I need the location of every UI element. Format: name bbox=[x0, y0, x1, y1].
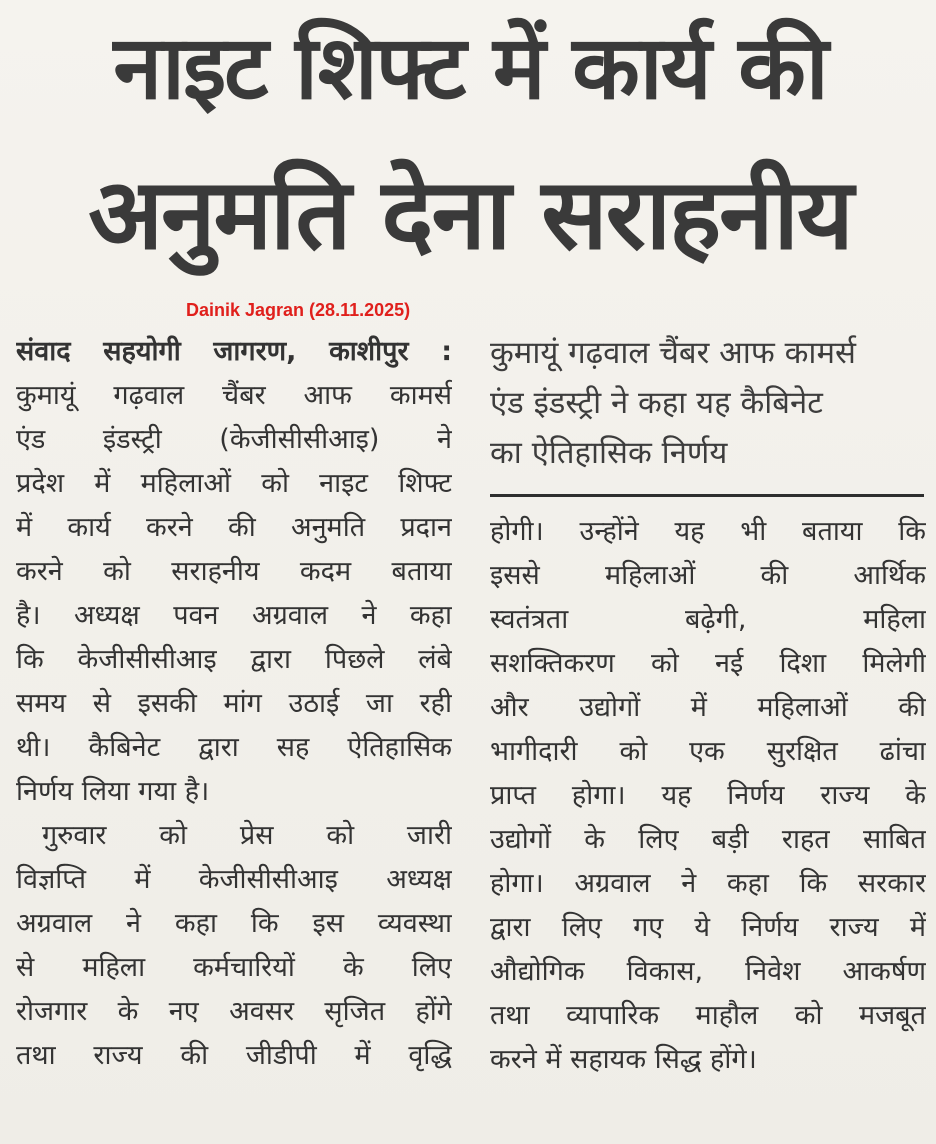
article-left-column bbox=[16, 330, 452, 1078]
body-line: तथा राज्य की जीडीपी में वृद्धि bbox=[16, 1040, 452, 1071]
body-line: विज्ञप्ति में केजीसीसीआइ अध्यक्ष bbox=[16, 864, 452, 895]
divider-rule bbox=[490, 494, 924, 497]
body-line: एंड इंडस्ट्री (केजीसीसीआइ) ने bbox=[16, 424, 452, 455]
body-line: करने में सहायक सिद्ध होंगे। bbox=[490, 1044, 757, 1075]
body-line: कि केजीसीसीआइ द्वारा पिछले लंबे bbox=[16, 644, 452, 675]
body-line: निर्णय लिया गया है। bbox=[16, 776, 210, 807]
body-line: है। अध्यक्ष पवन अग्रवाल ने कहा bbox=[16, 600, 452, 631]
body-line: भागीदारी को एक सुरक्षित ढांचा bbox=[490, 736, 926, 767]
body-line: करने को सराहनीय कदम बताया bbox=[16, 556, 452, 587]
body-line: रोजगार के नए अवसर सृजित होंगे bbox=[16, 996, 452, 1027]
body-line: प्राप्त होगा। यह निर्णय राज्य के bbox=[490, 780, 926, 811]
body-line: और उद्योगों में महिलाओं की bbox=[490, 692, 926, 723]
dateline: संवाद सहयोगी जागरण, काशीपुर : bbox=[16, 336, 452, 367]
source-label: Dainik Jagran (28.11.2025) bbox=[186, 300, 411, 320]
body-line: सशक्तिकरण को नई दिशा मिलेगी bbox=[490, 648, 926, 679]
body-line: स्वतंत्रता बढ़ेगी, महिला bbox=[490, 604, 926, 635]
body-line: औद्योगिक विकास, निवेश आकर्षण bbox=[490, 956, 926, 987]
body-line: द्वारा लिए गए ये निर्णय राज्य में bbox=[490, 912, 926, 943]
body-line: गुरुवार को प्रेस को जारी bbox=[42, 820, 452, 851]
body-line: समय से इसकी मांग उठाई जा रही bbox=[16, 688, 452, 719]
body-line: से महिला कर्मचारियों के लिए bbox=[16, 952, 452, 983]
body-line: होगा। अग्रवाल ने कहा कि सरकार bbox=[490, 868, 926, 899]
headline-line-2: अनुमति देना सराहनीय bbox=[88, 158, 852, 272]
body-line: उद्योगों के लिए बड़ी राहत साबित bbox=[490, 824, 926, 855]
body-line: तथा व्यापारिक माहौल को मजबूत bbox=[490, 1000, 926, 1031]
body-line: प्रदेश में महिलाओं को नाइट शिफ्ट bbox=[16, 468, 452, 499]
body-line: इससे महिलाओं की आर्थिक bbox=[490, 560, 926, 591]
subheading bbox=[490, 328, 920, 478]
subheading-line: का ऐतिहासिक निर्णय bbox=[490, 435, 728, 471]
article-right-column bbox=[490, 510, 926, 1082]
body-line: थी। कैबिनेट द्वारा सह ऐतिहासिक bbox=[16, 732, 452, 763]
subheading-line: एंड इंडस्ट्री ने कहा यह कैबिनेट bbox=[490, 385, 823, 421]
body-line: होगी। उन्होंने यह भी बताया कि bbox=[490, 516, 926, 547]
body-line: अग्रवाल ने कहा कि इस व्यवस्था bbox=[16, 908, 452, 939]
body-line: में कार्य करने की अनुमति प्रदान bbox=[16, 512, 452, 543]
headline-line-1: नाइट शिफ्ट में कार्य की bbox=[113, 16, 827, 119]
body-line: कुमायूं गढ़वाल चैंबर आफ कामर्स bbox=[16, 380, 452, 411]
subheading-line: कुमायूं गढ़वाल चैंबर आफ कामर्स bbox=[490, 335, 856, 371]
